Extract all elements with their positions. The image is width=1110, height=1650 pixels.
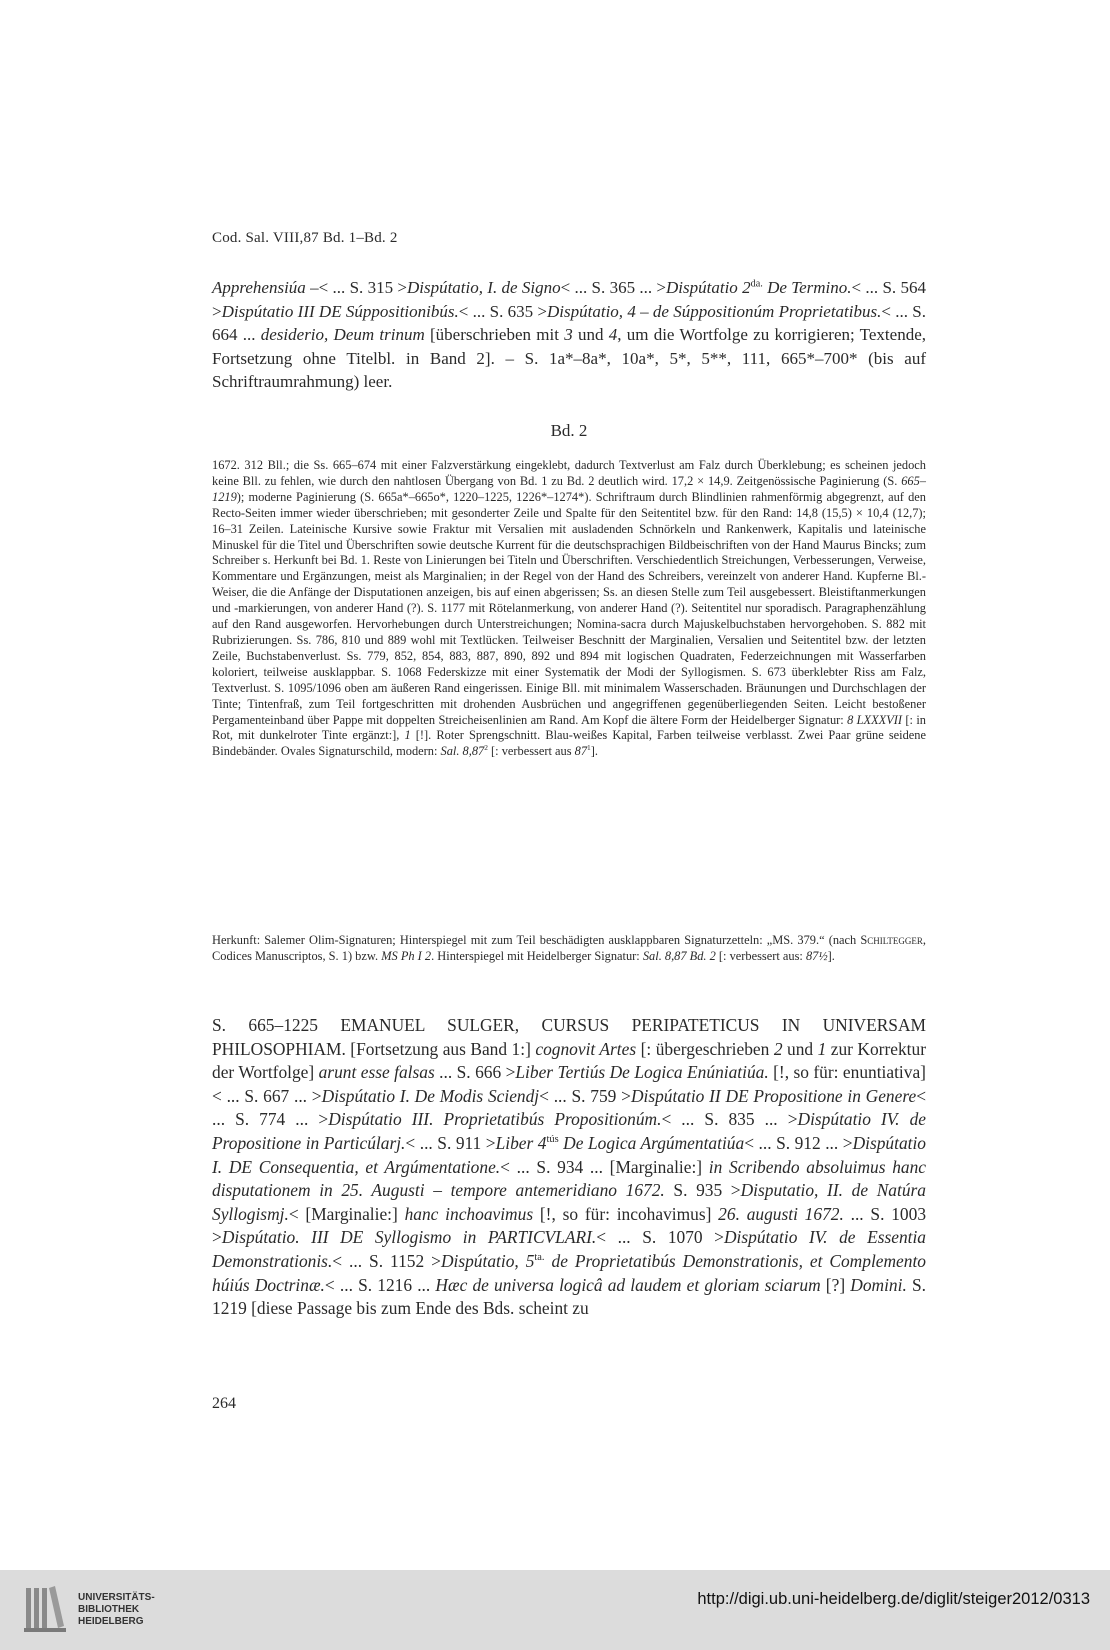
intro-run: De Termino.	[762, 278, 852, 297]
description-run: ].	[590, 744, 598, 759]
logo-line: UNIVERSITÄTS-	[78, 1592, 155, 1603]
library-logo[interactable]	[18, 1580, 168, 1636]
main-run: < [Marginalie:]	[288, 1203, 405, 1224]
main-run: ... S. 666 >	[434, 1062, 516, 1083]
main-run: De Logica Argúmentatiúa	[558, 1132, 745, 1153]
main-run: Dispútatio IV. de Essentia Demonstrationis.	[212, 1227, 926, 1271]
provenance-run: . Hinterspiegel mit Heidelberger Signatur:	[431, 948, 643, 963]
provenance-run: Schiltegger	[860, 933, 923, 947]
intro-run: 4	[608, 325, 618, 345]
description-run: 1	[587, 743, 591, 753]
main-run: 26. augusti 1672.	[718, 1203, 844, 1224]
main-run: 1	[817, 1038, 827, 1059]
main-run: [!, so für: incohavimus]	[533, 1203, 719, 1224]
description-run: 1	[404, 728, 411, 743]
intro-run: und	[572, 325, 609, 345]
main-run: Dispútatio I. DE Consequentia, et Argúmentatione.	[212, 1132, 926, 1177]
main-run: Dispútatio III. Proprietatibús Propositionúm.	[328, 1109, 662, 1130]
main-run: Liber 4	[495, 1132, 547, 1153]
main-run: 2	[773, 1038, 783, 1059]
footer-bar	[0, 1570, 1110, 1650]
page-number: 264	[212, 1395, 236, 1412]
main-run: < ... S. 934 ... [Marginalie:]	[500, 1156, 709, 1177]
description-run: 8 LXXXVII	[847, 712, 903, 727]
description-run: [!]. Roter Sprengschnitt. Blau-weißes Kapital, Farben teilweise verblasst. Zwei Paar grüne seidene Bindebänder. Ovales Signaturschild, modern:	[212, 728, 926, 759]
content-paragraph	[212, 1014, 926, 1321]
logo-line: HEIDELBERG	[78, 1616, 144, 1627]
provenance-run: , Codices Manuscriptos, S. 1) bzw.	[212, 933, 926, 963]
provenance-paragraph	[212, 933, 926, 965]
intro-run: Apprehensiúa	[212, 278, 306, 297]
running-header: Cod. Sal. VIII,87 Bd. 1–Bd. 2	[212, 230, 398, 246]
description-run: 87	[574, 744, 588, 759]
section-heading: Bd. 2	[550, 421, 588, 440]
main-run: < ... S. 1216 ...	[324, 1274, 436, 1295]
provenance-run: ].	[827, 948, 835, 963]
provenance-run: MS Ph I 2	[381, 948, 432, 963]
intro-run: Dispútatio 2	[666, 278, 751, 297]
description-paragraph	[212, 458, 926, 760]
intro-run: Dispútatio, 4 – de Súppositionúm Proprietatibus.	[547, 301, 882, 321]
main-run: S. 665–1225 EMANUEL SULGER, CURSUS PERIPATETICUS IN UNIVERSAM PHILOSOPHIAM. [Fortsetzung aus Band 1:]	[212, 1015, 926, 1059]
main-run: zur Korrektur der Wortfolge]	[212, 1038, 926, 1083]
main-run: < ... S. 759 >	[539, 1085, 631, 1106]
main-run: Dispútatio II DE Propositione in Genere	[630, 1085, 917, 1106]
description-run: 2	[484, 743, 488, 753]
logo-line: BIBLIOTHEK	[78, 1604, 140, 1615]
description-run: [: verbessert aus	[487, 744, 575, 759]
intro-run: –< ... S. 315 >	[305, 278, 407, 297]
main-run: [?]	[820, 1274, 851, 1295]
source-url-link[interactable]: http://digi.ub.uni-heidelberg.de/diglit/steiger2012/0313	[697, 1590, 1090, 1608]
description-run: 665–1219	[212, 473, 926, 504]
intro-run: < ... S. 365 ... >	[560, 278, 667, 297]
main-run: Domini.	[850, 1274, 907, 1295]
description-run: 1672. 312 Bll.; die Ss. 665–674 mit einer Falzverstärkung eingeklebt, dadurch Textverlust am Falz durch Überklebung; es scheinen jedoch keine Bll. zu fehlen, wie durch den nahtlosen Übergang von Bd. 1 zu Bd. 2 deutlich wird. 17,2 × 14,9. Zeitgenössische Paginierung (S.	[212, 458, 926, 488]
main-run: tús	[546, 1134, 559, 1146]
main-run: S. 1219 [diese Passage bis zum Ende des Bds. scheint zu	[212, 1274, 926, 1319]
provenance-run: 87½	[805, 948, 828, 963]
main-run: Hæc de universa logicâ ad laudem et gloriam sciarum	[435, 1274, 821, 1295]
library-logo-icon	[24, 1582, 68, 1634]
main-run: Liber Tertiús De Logica Enúniatiúa.	[515, 1062, 769, 1083]
intro-run: [überschrieben mit	[424, 325, 565, 345]
main-run: Dispútatio IV. de Propositione in Particúlarj.	[212, 1109, 926, 1153]
main-run: Disputatio, II. de Natúra Syllogismj.	[212, 1180, 926, 1224]
main-run: < ... S. 911 >	[405, 1132, 496, 1153]
intro-run: Dispútatio III DE Súppositionibús.	[221, 301, 459, 321]
main-run: < ... S. 835 ... >	[661, 1109, 798, 1130]
main-run: cognovit Artes	[535, 1038, 637, 1059]
main-run: ta.	[534, 1252, 545, 1264]
intro-run: , um die Wortfolge zu korrigieren; Textende, Fortsetzung ohne Titelbl. in Band 2]. – S. 1a*–8a*, 10a*, 5*, 5**, 111, 665*–700* (bis auf Schriftraumrahmung) leer.	[212, 325, 926, 392]
main-run: Dispútatio. III DE Syllogismo in PARTICVLARI.	[221, 1227, 597, 1248]
intro-run: da.	[750, 278, 763, 290]
main-run: hanc inchoavimus	[404, 1203, 534, 1224]
main-run: [: übergeschrieben	[636, 1038, 774, 1059]
main-run: < ... S. 912 ... >	[744, 1132, 853, 1153]
intro-run: 3	[564, 325, 573, 345]
main-run: und	[782, 1038, 818, 1059]
main-run: < ... S. 1070 >	[596, 1227, 724, 1248]
intro-run: desiderio, Deum trinum	[260, 325, 425, 345]
intro-run: < ... S. 635 >	[458, 301, 548, 321]
logo-text	[78, 1592, 155, 1628]
main-run: S. 935 >	[664, 1180, 741, 1201]
main-run: de Proprietatibús Demonstrationis, et Complemento húiús Doctrinæ.	[212, 1250, 926, 1295]
intro-paragraph	[212, 276, 926, 394]
intro-run: < ... S. 664 ...	[212, 301, 926, 345]
provenance-run: Herkunft: Salemer Olim-Signaturen; Hinterspiegel mit zum Teil beschädigten ausklappbaren Signaturzetteln: „MS. 379.“ (nach	[212, 933, 861, 947]
main-run: in Scribendo absoluimus hanc disputationem in 25. Augusti – tempore antemeridiano 1672.	[212, 1156, 927, 1201]
description-run: Sal. 8,87	[440, 744, 485, 759]
provenance-run: [: verbessert aus:	[715, 948, 806, 963]
main-run: < ... S. 1152 >	[332, 1250, 441, 1271]
description-run: [: in Rot, mit dunkelroter Tinte ergänzt:],	[212, 712, 926, 743]
description-run: ); moderne Paginierung (S. 665a*–665o*, 1220–1225, 1226*–1274*). Schriftraum durch Blindlinien rahmenförmig abgegrenzt, auf den Recto-Seiten immer wieder überschrieben; mit gesonderter Zeile und Spalte für den Seitentitel bzw. für den Rand: 14,8 (15,5) × 10,4 (12,7); 16–31 Zeilen. Lateinische Kursive sowie Fraktur mit Versalien mit ausladenden Schnörkeln und Rankenwerk, Kapitalis und lateinische Minuskel für die Titel und Überschriften sowie deutsche Kurrent für die deutschsprachigen Bildbeischriften von der Hand Maurus Bincks; zum Schreiber s. Herkunft bei Bd. 1. Reste von Linierungen bei Titeln und Überschriften. Verschiedentlich Streichungen, Verbesserungen, Verweise, Kommentare und Ergänzungen, meist als Marginalien; in der Regel von der Hand des Schreibers, vereinzelt von anderer Hand. Kupferne Bl.-Weiser, die die Anfänge der Disputationen anzeigen, bis auf einen abgerissen; Ss. an diesen Stelle zum Teil ausgebessert. Bleistiftanmerkungen und -markierungen, von anderer Hand (?). S. 1177 mit Rötelanmerkung, von anderer Hand (?). Seitentitel nur sporadisch. Paragraphenzählung auf den Rand ausgeworfen. Hervorhebungen durch Unterstreichungen; Nomina-sacra durch Majuskelbuchstaben hervorgehoben. S. 882 mit Rubrizierungen. Ss. 786, 810 und 889 wohl mit Textlücken. Teilweiser Beschnitt der Marginalien, Versalien und Seitentitel bzw. der letzten Zeile, Buchstabenverlust. Ss. 779, 852, 854, 883, 887, 890, 892 und 894 mit logischen Quadraten, Federzeichnungen mit Wasserfarben koloriert, teilweise ausklappbar. S. 1068 Federskizze mit einer Systematik der Modi der Syllogismen. S. 673 überklebter Riss am Falz, Textverlust. S. 1095/1096 oben am äußeren Rand eingerissen. Einige Bll. mit minimalem Wasserschaden. Bräunungen und Durchschlagen der Tinte; Tintenfraß, zum Teil fortgeschritten mit drohenden Ausbrüchen und angegriffenen gegenüberliegenden Seiten. Leicht bestoßener Pergamenteinband über Pappe mit doppelten Streicheisenlinien am Rand. Am Kopf die ältere Form der Heidelberger Signatur:	[212, 489, 926, 727]
main-run: ... S. 1003 >	[212, 1203, 927, 1248]
main-run: Dispútatio, 5	[440, 1250, 535, 1271]
intro-run: < ... S. 564 >	[212, 278, 926, 321]
main-run: [!, so für: enuntiativa]< ... S. 667 ... >	[212, 1062, 926, 1106]
main-run: arunt esse falsas	[318, 1062, 435, 1083]
intro-run: Dispútatio, I. de Signo	[406, 278, 561, 297]
provenance-run: Sal. 8,87 Bd. 2	[642, 948, 716, 963]
main-run: Dispútatio I. De Modis Sciendj	[321, 1085, 540, 1106]
main-run: < ... S. 774 ... >	[212, 1085, 926, 1130]
